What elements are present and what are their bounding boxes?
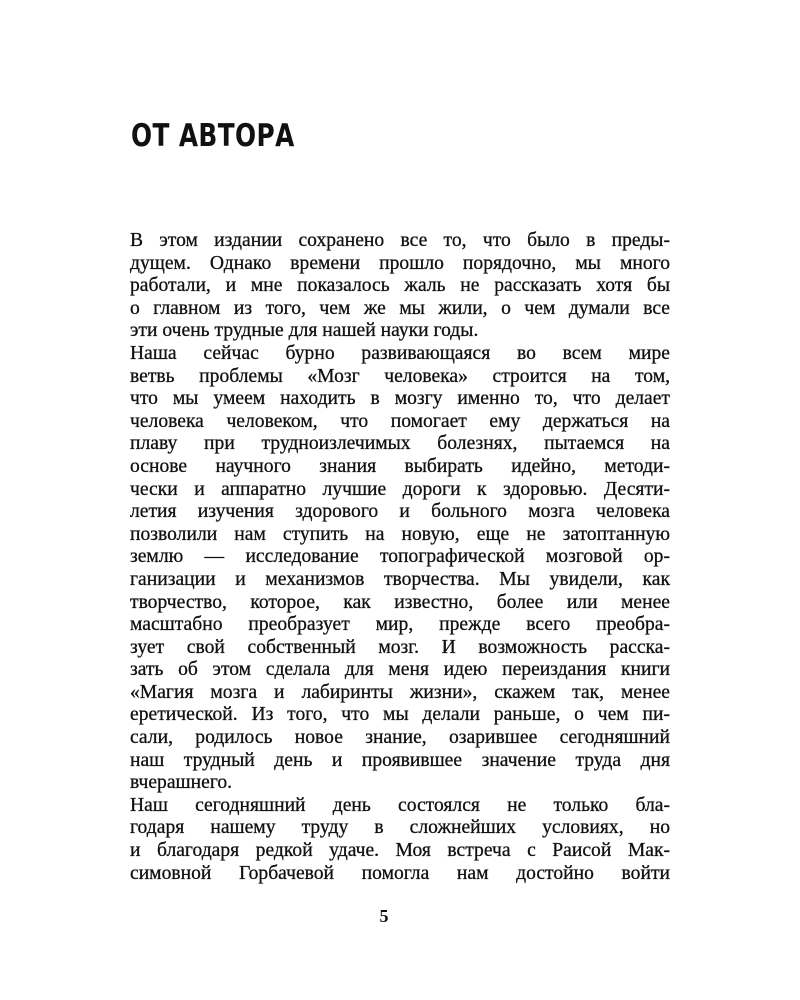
text-line: симовной Горбачевой помогла нам достойно войти <box>130 862 670 884</box>
text-line: о главном из того, чем же мы жили, о чем думали все <box>130 297 670 319</box>
text-line: вчерашнего. <box>130 772 233 794</box>
page-number: 5 <box>379 906 389 926</box>
text-line: ганизации и механизмов творчества. Мы увидели, как <box>130 568 670 590</box>
text-line: летия изучения здорового и больного мозга человека <box>130 501 670 523</box>
text-line: эти очень трудные для нашей науки годы. <box>130 320 479 342</box>
text-line: сали, родилось новое знание, озарившее сегодняшний <box>130 727 670 749</box>
chapter-title: ОТ АВТОРА <box>131 118 295 154</box>
text-line: «Магия мозга и лабиринты жизни», скажем так, менее <box>130 681 670 703</box>
text-line: масштабно преобразует мир, прежде всего преобра- <box>130 614 670 636</box>
text-line: работали, и мне показалось жаль не рассказать хотя бы <box>130 275 670 297</box>
text-line: плаву при трудноизлечимых болезнях, пытаемся на <box>130 433 670 455</box>
text-line: годаря нашему труду в сложнейших условиях, но <box>130 817 670 839</box>
text-line: основе научного знания выбирать идейно, методи- <box>130 455 670 477</box>
text-line: еретической. Из того, что мы делали раньше, о чем пи- <box>130 704 670 726</box>
text-line: дущем. Однако времени прошло порядочно, мы много <box>130 252 670 274</box>
text-line: зует свой собственный мозг. И возможность расска- <box>130 636 670 658</box>
text-line: человека человеком, что помогает ему держаться на <box>130 410 670 432</box>
paragraph <box>104 343 670 795</box>
text-line: чески и аппаратно лучшие дороги к здоровью. Десяти- <box>130 478 670 500</box>
paragraph <box>104 795 670 885</box>
text-line: зать об этом сделала для меня идею переиздания книги <box>130 659 670 681</box>
text-line: ветвь проблемы «Мозг человека» строится на том, <box>130 365 670 387</box>
body-text <box>104 230 670 885</box>
text-line: что мы умеем находить в мозгу именно то, что делает <box>130 388 670 410</box>
text-line: В этом издании сохранено все то, что было в преды- <box>130 230 670 251</box>
text-line: Наш сегодняшний день состоялся не только бла- <box>130 794 670 816</box>
text-line: позволили нам ступить на новую, еще не затоптанную <box>130 523 670 545</box>
text-line: Наша сейчас бурно развивающаяся во всем мире <box>130 342 670 364</box>
text-line: наш трудный день и проявившее значение труда дня <box>130 749 670 771</box>
text-line: творчество, которое, как известно, более или менее <box>130 591 670 613</box>
text-line: землю — исследование топографической мозговой ор- <box>130 546 670 568</box>
paragraph <box>104 230 670 343</box>
text-line: и благодаря редкой удаче. Моя встреча с Раисой Мак- <box>130 840 670 862</box>
